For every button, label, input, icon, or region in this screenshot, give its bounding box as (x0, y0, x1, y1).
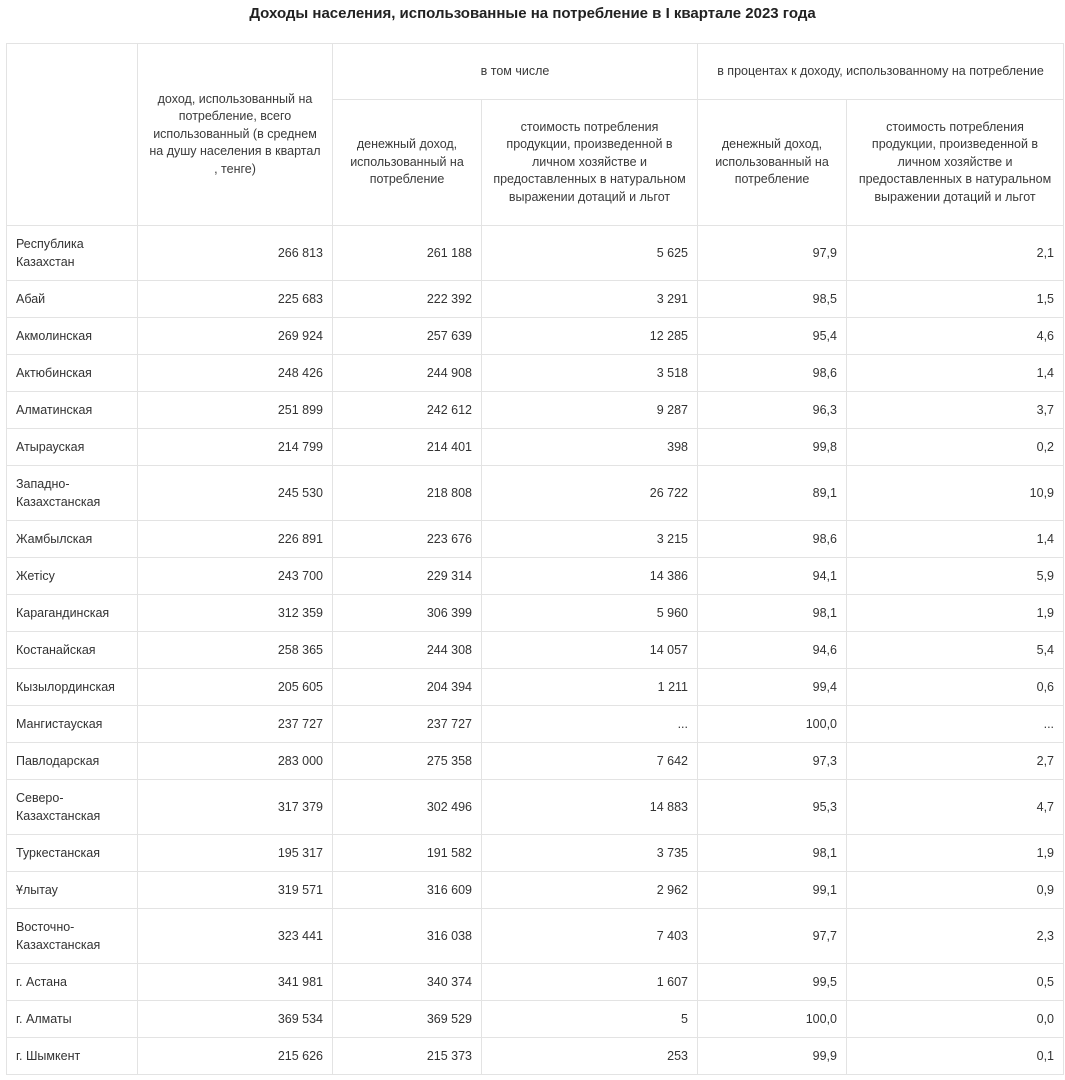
table-row (7, 706, 1064, 743)
table-row (7, 466, 1064, 521)
region-name: Атырауская (7, 429, 138, 466)
cash-cell: 204 394 (333, 669, 482, 706)
inkind-cell: 26 722 (482, 466, 698, 521)
cash-pct-cell: 99,5 (698, 964, 847, 1001)
region-name: г. Астана (7, 964, 138, 1001)
cash-cell: 261 188 (333, 226, 482, 281)
cash-pct-cell: 98,6 (698, 355, 847, 392)
cash-pct-cell: 98,1 (698, 595, 847, 632)
inkind-pct-cell: 5,4 (847, 632, 1064, 669)
cash-pct-cell: 95,4 (698, 318, 847, 355)
total-cell: 245 530 (138, 466, 333, 521)
cash-cell: 244 308 (333, 632, 482, 669)
total-cell: 312 359 (138, 595, 333, 632)
cash-cell: 237 727 (333, 706, 482, 743)
inkind-pct-cell: 1,5 (847, 281, 1064, 318)
cash-pct-cell: 89,1 (698, 466, 847, 521)
inkind-cell: ... (482, 706, 698, 743)
inkind-cell: 3 215 (482, 521, 698, 558)
header-inkind-pct: стоимость потребления продукции, произведенной в личном хозяйстве и предоставленных в натуральном выражении дотаций и льгот (847, 100, 1064, 226)
cash-pct-cell: 97,3 (698, 743, 847, 780)
table-header (7, 44, 1064, 226)
region-name: Ұлытау (7, 872, 138, 909)
table-row (7, 1001, 1064, 1038)
region-name: Абай (7, 281, 138, 318)
region-name: Актюбинская (7, 355, 138, 392)
inkind-pct-cell: 1,4 (847, 355, 1064, 392)
table-row (7, 632, 1064, 669)
inkind-pct-cell: 0,0 (847, 1001, 1064, 1038)
region-name: Республика Казахстан (7, 226, 138, 281)
total-cell: 323 441 (138, 909, 333, 964)
inkind-cell: 3 291 (482, 281, 698, 318)
total-cell: 215 626 (138, 1038, 333, 1075)
inkind-cell: 5 960 (482, 595, 698, 632)
cash-pct-cell: 98,5 (698, 281, 847, 318)
region-name: Алматинская (7, 392, 138, 429)
total-cell: 226 891 (138, 521, 333, 558)
total-cell: 319 571 (138, 872, 333, 909)
income-table (6, 43, 1064, 1075)
inkind-cell: 3 518 (482, 355, 698, 392)
region-name: Западно-Казахстанская (7, 466, 138, 521)
region-name: г. Шымкент (7, 1038, 138, 1075)
cash-cell: 316 038 (333, 909, 482, 964)
region-name: Туркестанская (7, 835, 138, 872)
total-cell: 317 379 (138, 780, 333, 835)
header-inkind: стоимость потребления продукции, произведенной в личном хозяйстве и предоставленных в натуральном выражении дотаций и льгот (482, 100, 698, 226)
inkind-pct-cell: 2,3 (847, 909, 1064, 964)
table-body (7, 226, 1064, 1075)
cash-cell: 223 676 (333, 521, 482, 558)
total-cell: 341 981 (138, 964, 333, 1001)
header-group-pct: в процентах к доходу, использованному на потребление (698, 44, 1064, 100)
table-row (7, 392, 1064, 429)
header-group-incl: в том числе (333, 44, 698, 100)
cash-pct-cell: 94,1 (698, 558, 847, 595)
table-row (7, 780, 1064, 835)
cash-cell: 215 373 (333, 1038, 482, 1075)
inkind-pct-cell: 0,2 (847, 429, 1064, 466)
table-row (7, 909, 1064, 964)
inkind-pct-cell: 1,9 (847, 595, 1064, 632)
inkind-cell: 3 735 (482, 835, 698, 872)
cash-pct-cell: 100,0 (698, 1001, 847, 1038)
cash-cell: 229 314 (333, 558, 482, 595)
table-row (7, 595, 1064, 632)
region-name: Жамбылская (7, 521, 138, 558)
cash-pct-cell: 96,3 (698, 392, 847, 429)
total-cell: 214 799 (138, 429, 333, 466)
inkind-pct-cell: 0,1 (847, 1038, 1064, 1075)
cash-cell: 242 612 (333, 392, 482, 429)
cash-cell: 257 639 (333, 318, 482, 355)
table-row (7, 872, 1064, 909)
table-row (7, 835, 1064, 872)
inkind-cell: 14 386 (482, 558, 698, 595)
cash-pct-cell: 97,7 (698, 909, 847, 964)
total-cell: 225 683 (138, 281, 333, 318)
total-cell: 369 534 (138, 1001, 333, 1038)
cash-cell: 306 399 (333, 595, 482, 632)
inkind-cell: 7 642 (482, 743, 698, 780)
table-row (7, 281, 1064, 318)
header-total: доход, использованный на потребление, всего использованный (в среднем на душу населения в квартал , тенге) (138, 44, 333, 226)
cash-cell: 369 529 (333, 1001, 482, 1038)
cash-pct-cell: 98,1 (698, 835, 847, 872)
page-title: Доходы населения, использованные на потребление в I квартале 2023 года (249, 5, 816, 22)
region-name: Костанайская (7, 632, 138, 669)
region-name: Карагандинская (7, 595, 138, 632)
inkind-pct-cell: 0,5 (847, 964, 1064, 1001)
cash-pct-cell: 99,1 (698, 872, 847, 909)
inkind-cell: 7 403 (482, 909, 698, 964)
header-cash-pct: денежный доход, использованный на потребление (698, 100, 847, 226)
inkind-cell: 1 211 (482, 669, 698, 706)
total-cell: 258 365 (138, 632, 333, 669)
table-row (7, 964, 1064, 1001)
inkind-cell: 9 287 (482, 392, 698, 429)
cash-pct-cell: 99,4 (698, 669, 847, 706)
total-cell: 283 000 (138, 743, 333, 780)
cash-pct-cell: 98,6 (698, 521, 847, 558)
table-row (7, 318, 1064, 355)
inkind-cell: 2 962 (482, 872, 698, 909)
cash-pct-cell: 97,9 (698, 226, 847, 281)
cash-cell: 222 392 (333, 281, 482, 318)
region-name: г. Алматы (7, 1001, 138, 1038)
cash-cell: 275 358 (333, 743, 482, 780)
region-name: Восточно-Казахстанская (7, 909, 138, 964)
cash-pct-cell: 94,6 (698, 632, 847, 669)
total-cell: 243 700 (138, 558, 333, 595)
inkind-pct-cell: 5,9 (847, 558, 1064, 595)
inkind-pct-cell: 2,7 (847, 743, 1064, 780)
region-name: Северо-Казахстанская (7, 780, 138, 835)
total-cell: 248 426 (138, 355, 333, 392)
region-name: Акмолинская (7, 318, 138, 355)
cash-cell: 191 582 (333, 835, 482, 872)
inkind-cell: 14 883 (482, 780, 698, 835)
inkind-cell: 253 (482, 1038, 698, 1075)
region-name: Кызылординская (7, 669, 138, 706)
inkind-pct-cell: 2,1 (847, 226, 1064, 281)
inkind-pct-cell: 3,7 (847, 392, 1064, 429)
total-cell: 269 924 (138, 318, 333, 355)
inkind-cell: 14 057 (482, 632, 698, 669)
table-row (7, 743, 1064, 780)
cash-cell: 316 609 (333, 872, 482, 909)
inkind-cell: 5 (482, 1001, 698, 1038)
inkind-cell: 5 625 (482, 226, 698, 281)
region-name: Павлодарская (7, 743, 138, 780)
table-row (7, 355, 1064, 392)
table-row (7, 669, 1064, 706)
total-cell: 237 727 (138, 706, 333, 743)
region-name: Мангистауская (7, 706, 138, 743)
inkind-cell: 1 607 (482, 964, 698, 1001)
inkind-pct-cell: 4,6 (847, 318, 1064, 355)
cash-cell: 302 496 (333, 780, 482, 835)
inkind-pct-cell: 4,7 (847, 780, 1064, 835)
inkind-pct-cell: ... (847, 706, 1064, 743)
inkind-cell: 398 (482, 429, 698, 466)
inkind-pct-cell: 0,9 (847, 872, 1064, 909)
inkind-cell: 12 285 (482, 318, 698, 355)
header-cash: денежный доход, использованный на потребление (333, 100, 482, 226)
header-region-cell (7, 44, 138, 226)
table-row (7, 521, 1064, 558)
cash-cell: 218 808 (333, 466, 482, 521)
table-row (7, 429, 1064, 466)
table-row (7, 558, 1064, 595)
inkind-pct-cell: 1,4 (847, 521, 1064, 558)
inkind-pct-cell: 10,9 (847, 466, 1064, 521)
cash-pct-cell: 99,9 (698, 1038, 847, 1075)
table-row (7, 1038, 1064, 1075)
cash-pct-cell: 99,8 (698, 429, 847, 466)
total-cell: 205 605 (138, 669, 333, 706)
cash-pct-cell: 100,0 (698, 706, 847, 743)
cash-cell: 214 401 (333, 429, 482, 466)
region-name: Жетісу (7, 558, 138, 595)
total-cell: 195 317 (138, 835, 333, 872)
total-cell: 266 813 (138, 226, 333, 281)
inkind-pct-cell: 0,6 (847, 669, 1064, 706)
cash-cell: 244 908 (333, 355, 482, 392)
cash-pct-cell: 95,3 (698, 780, 847, 835)
cash-cell: 340 374 (333, 964, 482, 1001)
table-row (7, 226, 1064, 281)
total-cell: 251 899 (138, 392, 333, 429)
header-row-groups (7, 44, 1064, 100)
inkind-pct-cell: 1,9 (847, 835, 1064, 872)
